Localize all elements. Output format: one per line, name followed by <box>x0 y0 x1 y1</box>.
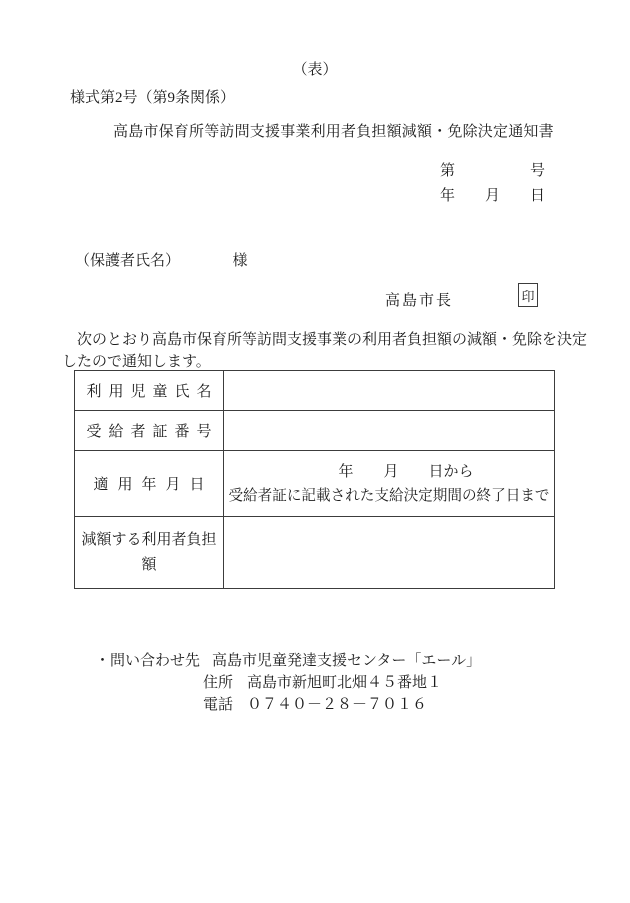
row-label-applicable-date: 適用年月日 <box>75 451 224 517</box>
document-number-blank: 第 号 <box>440 163 546 179</box>
row-label-certificate-number: 受給者証番号 <box>75 411 224 451</box>
document-title: 高島市保育所等訪問支援事業利用者負担額減額・免除決定通知書 <box>113 124 554 140</box>
issuer-name: 高島市長 <box>385 293 454 309</box>
seal-placeholder <box>518 283 538 307</box>
row-label-child-name: 利用児童氏名 <box>75 371 224 411</box>
table-row <box>75 517 555 589</box>
row-value-child-name <box>224 371 555 411</box>
form-number: 様式第2号（第9条関係） <box>70 90 236 106</box>
document-date-blank: 年 月 日 <box>440 188 546 204</box>
row-value-reduced-amount <box>224 517 555 589</box>
page-side-label: （表） <box>292 62 338 78</box>
phone-label: 電話 <box>203 697 234 713</box>
seal-character: 印 <box>521 288 535 304</box>
table-row <box>75 451 555 517</box>
addressee-line: （保護者氏名） 様 <box>75 253 248 269</box>
applicable-date-until: 受給者証に記載された支給決定期間の終了日まで <box>228 487 550 504</box>
contact-phone-line <box>188 676 427 731</box>
notice-table <box>74 370 555 589</box>
address-label: 住所 <box>203 675 234 691</box>
row-label-reduced-amount: 減額する利用者負担額 <box>75 517 224 589</box>
applicable-date-from: 年 月 日から <box>338 463 474 480</box>
table-row <box>75 371 555 411</box>
phone-value: ０７４０－２８－７０１６ <box>247 697 428 713</box>
inquiry-label: ・問い合わせ先 <box>95 653 201 669</box>
row-value-applicable-date <box>224 451 555 517</box>
body-text-line2: したので通知します。 <box>62 354 211 370</box>
body-text-line1: 次のとおり高島市保育所等訪問支援事業の利用者負担額の減額・免除を決定 <box>77 332 588 348</box>
table-row <box>75 411 555 451</box>
inquiry-org: 高島市児童発達支援センター「エール」 <box>212 653 482 669</box>
row-value-certificate-number <box>224 411 555 451</box>
address-value: 高島市新旭町北畑４５番地１ <box>247 675 443 691</box>
